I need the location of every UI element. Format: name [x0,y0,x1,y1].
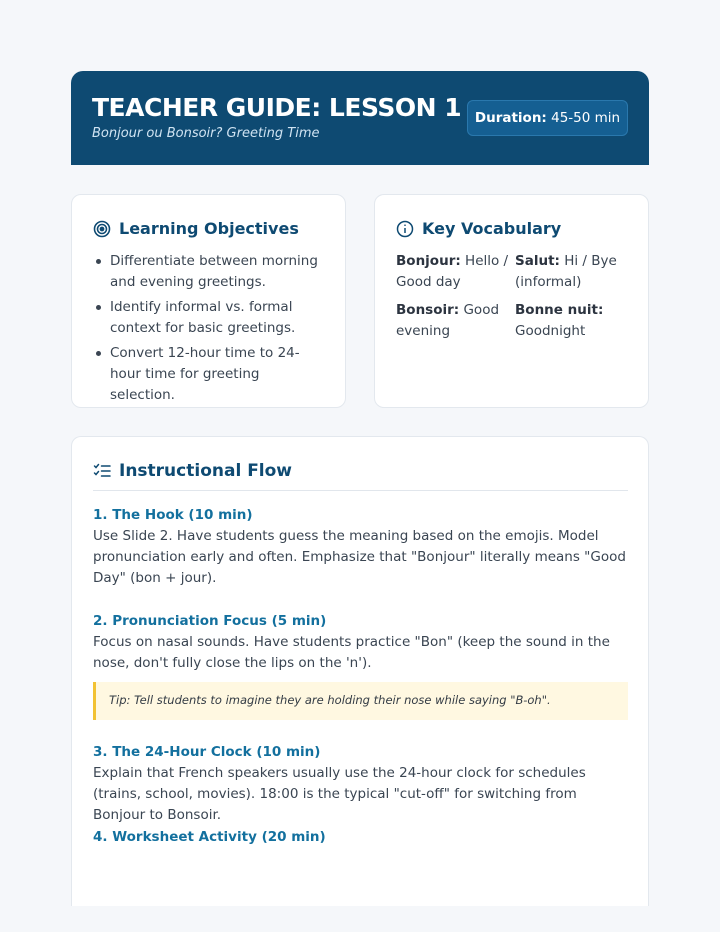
instructional-flow-card [71,436,649,906]
pronunciation-tip: Tip: Tell students to imagine they are holding their nose while saying "B-oh". [93,682,628,720]
vocab-term: Bonne nuit: [515,302,604,318]
flow-step-3 [93,742,633,826]
step-heading: 1. The Hook (10 min) [93,507,253,523]
duration-label: Duration: [474,110,547,126]
vocabulary-title-text: Key Vocabulary [422,219,562,238]
vocab-item [515,300,626,342]
flow-step-1 [93,505,633,589]
list-item: Convert 12-hour time to 24-hour time for greeting selection. [94,343,324,406]
list-item: Identify informal vs. formal context for basic greetings. [94,297,324,339]
step-text: Use Slide 2. Have students guess the meaning based on the emojis. Model pronunciation early and often. Emphasize that "Bonjour" literally means "Good Day" (bon + jour). [93,528,626,586]
step-heading: 4. Worksheet Activity (20 min) [93,829,326,845]
vocab-item [396,251,515,293]
info-icon [396,220,414,238]
objectives-list [94,251,324,410]
flow-title-text: Instructional Flow [119,461,293,481]
list-item: Differentiate between morning and evening greetings. [94,251,324,293]
page-title: TEACHER GUIDE: LESSON 1 [92,93,462,122]
page-subtitle: Bonjour ou Bonsoir? Greeting Time [92,126,320,141]
flow-step-2 [93,611,633,674]
flow-divider [93,490,628,491]
flow-title [93,461,292,481]
vocabulary-grid [396,251,626,342]
vocab-item [515,251,626,293]
vocab-meaning: Hello / Good day [396,253,509,290]
lesson-header [71,71,649,165]
vocab-item [396,300,515,342]
objectives-title [93,219,299,238]
vocab-term: Bonsoir: [396,302,460,318]
vocab-meaning: Good evening [396,302,500,339]
vocab-term: Bonjour: [396,253,461,269]
step-heading: 2. Pronunciation Focus (5 min) [93,613,327,629]
vocab-term: Salut: [515,253,560,269]
objectives-card [71,194,346,408]
step-text: Explain that French speakers usually use the 24-hour clock for schedules (trains, school, movies). 18:00 is the typical "cut-off" for switching from Bonjour to Bonsoir. [93,765,586,823]
vocabulary-title [396,219,561,238]
vocab-meaning: Hi / Bye (informal) [515,253,617,290]
vocabulary-card [374,194,649,408]
step-heading: 3. The 24-Hour Clock (10 min) [93,744,321,760]
checklist-icon [93,462,111,480]
duration-value: 45-50 min [551,110,621,126]
duration-badge [467,100,628,136]
objectives-title-text: Learning Objectives [119,219,299,238]
target-icon [93,220,111,238]
vocab-meaning: Goodnight [515,323,586,339]
flow-step-4 [93,827,633,848]
step-text: Focus on nasal sounds. Have students practice "Bon" (keep the sound in the nose, don't fully close the lips on the 'n'). [93,634,610,671]
